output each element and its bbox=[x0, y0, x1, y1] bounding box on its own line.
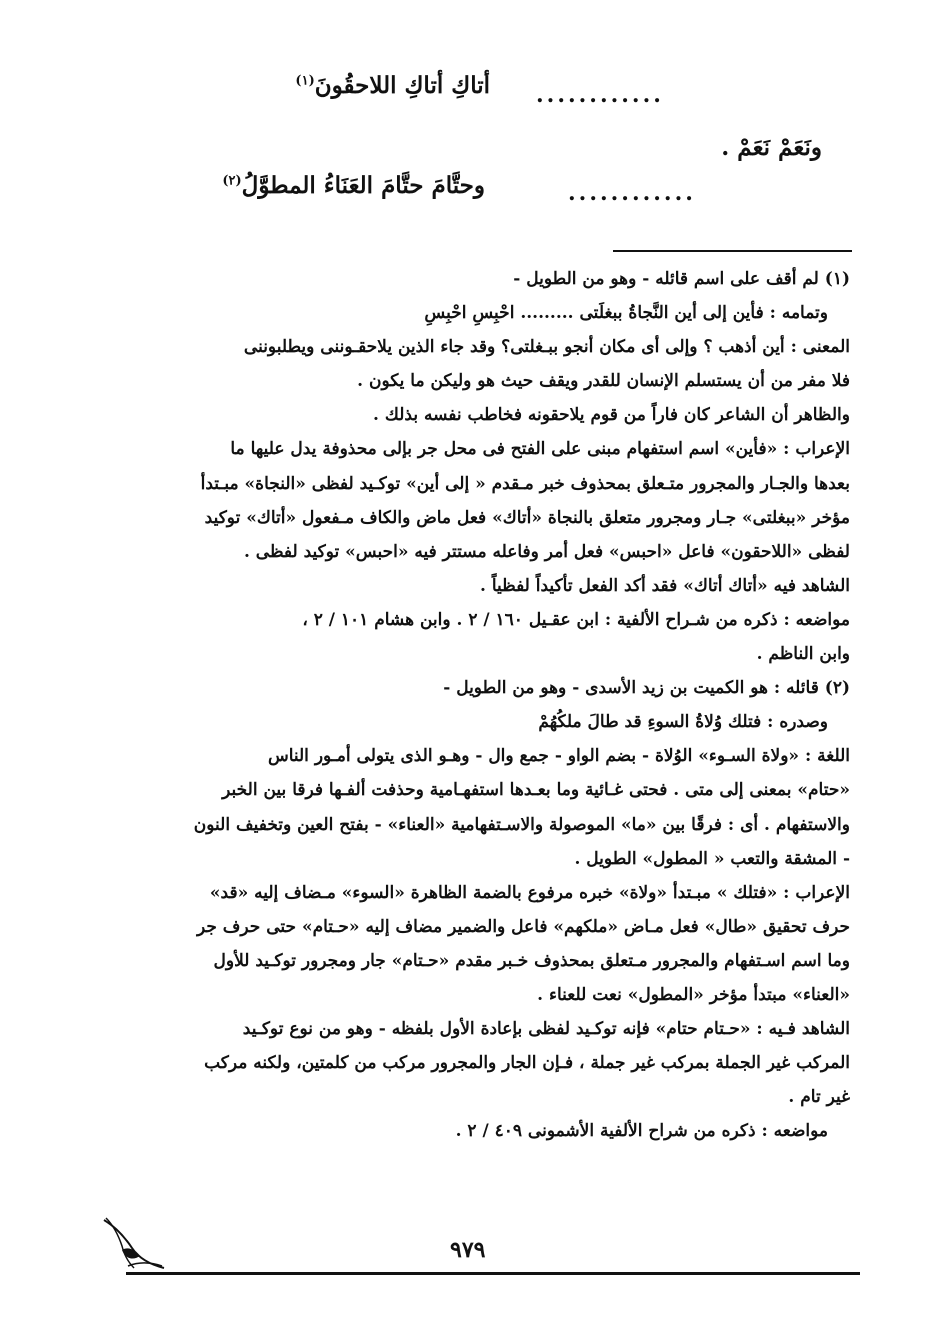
note-line: بعدها والجـار والمجرور متـعلق بمحذوف خبر مـقدم « إلى أين» توكـيد لفظى «النجاة» مبـتدأ bbox=[200, 473, 850, 494]
note-line: لفظى «اللاحقون» فاعل «احبس» فعل أمر وفاعله مستتر فيه «احبس» توكيد لفظى . bbox=[243, 541, 850, 562]
note-line: الشاهد فـيه : «حـتام حتام» فإنه توكـيد لفظى بإعادة الأول بلفظه - وهو من نوع توكـيد bbox=[242, 1019, 850, 1040]
note-line: (١) لم أقف على اسم قائله - وهو من الطويل - bbox=[513, 269, 850, 289]
note-line: وما اسم اسـتفهام والمجرور مـتعلق بمحذوف خـبر مقدم «حـتام» جار ومجرور توكـيد للأول bbox=[213, 950, 850, 971]
note-line: وابن الناظم . bbox=[756, 644, 850, 665]
note-line: مواضعه : ذكره من شراح الألفية الأشمونى ٤٠٩ / ٢ . bbox=[455, 1121, 828, 1142]
page-number: ٩٧٩ bbox=[450, 1237, 486, 1263]
note-line: وصدره : فتلك وُلاةُ السوءِ قد طالَ ملكُهُمْ bbox=[538, 712, 828, 733]
verse-line-3 bbox=[222, 172, 485, 199]
note-line: فلا مفر من أن يستسلم الإنسان للقدر ويقف حيث هو وليكن ما يكون . bbox=[357, 371, 850, 392]
quill-ornament-icon bbox=[98, 1212, 168, 1274]
note-line: والظاهر أن الشاعر كان فاراً من قوم يلاحقونه فخاطب نفسه بذلك . bbox=[373, 405, 850, 426]
verse-line-1-text: أتاكِ أتاكِ اللاحقُونَ bbox=[314, 72, 490, 99]
note-line: والاستفهام . أى : فرقًا بين «ما» الموصولة والاسـتفهامية «العناء» - بفتح العين وتخفيف النون bbox=[193, 814, 850, 835]
note-line: وتمامه : فأين إلى أين النَّجاةُ ببغلَتى ......... احْبِسِ احْبِسِ bbox=[424, 303, 828, 324]
note-line: مؤخر «ببغلتى» جـار ومجرور متعلق بالنجاة «أتاك» فعل ماض والكاف مـفعول «أتاك» توكيد bbox=[204, 507, 850, 528]
footnote-marker-1: (١) bbox=[295, 73, 315, 89]
note-line: المركب غير الجملة بمركب غير جملة ، فـإن الجار والمجرور مركب من كلمتين، ولكنه مركب bbox=[204, 1053, 850, 1074]
note-line: المعنى : أين أذهب ؟ وإلى أى مكان أنجو ببـغلتى؟ وقد جاء الذين يلاحقـوننى ويطلبوننى bbox=[243, 337, 850, 358]
verse-line-2: ونَعَمْ نَعَمْ . bbox=[721, 134, 822, 161]
note-line: الشاهد فيه «أتاك أتاك» فقد أكد الفعل تأكيداً لفظياً . bbox=[479, 575, 850, 596]
bottom-rule bbox=[126, 1272, 860, 1275]
note-line: اللغة : «ولاة السـوء» الوُلاة - بضم الواو - جمع وال - وهـو الذى يتولى أمـور الناس bbox=[267, 746, 850, 767]
note-line: الإعراب : «فأين» اسم استفهام مبنى على الفتح فى محل جر بإلى محذوفة يدل عليها ما bbox=[230, 439, 850, 460]
footnote-separator bbox=[613, 250, 852, 252]
note-line: حرف تحقيق «طال» فعل مـاض «ملكهم» فاعل والضمير مضاف إليه «حـتام» حتى حرف جر bbox=[196, 916, 850, 937]
footnotes bbox=[100, 262, 850, 1148]
verse-line-3-text: وحتَّامَ حتَّامَ العَنَاءُ المطوَّلُ bbox=[241, 172, 485, 199]
footnote-marker-2: (٢) bbox=[222, 173, 242, 189]
note-line: «حتام» بمعنى إلى متى . فحتى غـائية وما بعـدها استفهـامية وحذفت ألفـها فرقا بين الخبر bbox=[222, 780, 850, 801]
verse-line-1 bbox=[295, 72, 490, 99]
note-line: غير تام . bbox=[788, 1087, 850, 1108]
note-line: مواضعه : ذكره من شـراح الألفية : ابن عقـيل ١٦٠ / ٢ . وابن هشام ١٠١ / ٢ ، bbox=[302, 609, 850, 630]
note-line: الإعراب : «فتلك » مبـتدأ «ولاة» خبره مرفوع بالضمة الظاهرة «السوء» مـضاف إليه «قد» bbox=[209, 882, 850, 903]
note-line: - المشقة والتعب « المطول» الطويل . bbox=[574, 848, 850, 869]
note-line: «العناء» مبتدأ مؤخر «المطول» نعت للعناء . bbox=[537, 984, 850, 1005]
note-line: (٢) قائله : هو الكميت بن زيد الأسدى - وهو من الطويل - bbox=[443, 678, 850, 699]
verse-line-3-dots: ............ bbox=[568, 180, 696, 206]
verse-line-1-dots: ............ bbox=[536, 82, 664, 108]
